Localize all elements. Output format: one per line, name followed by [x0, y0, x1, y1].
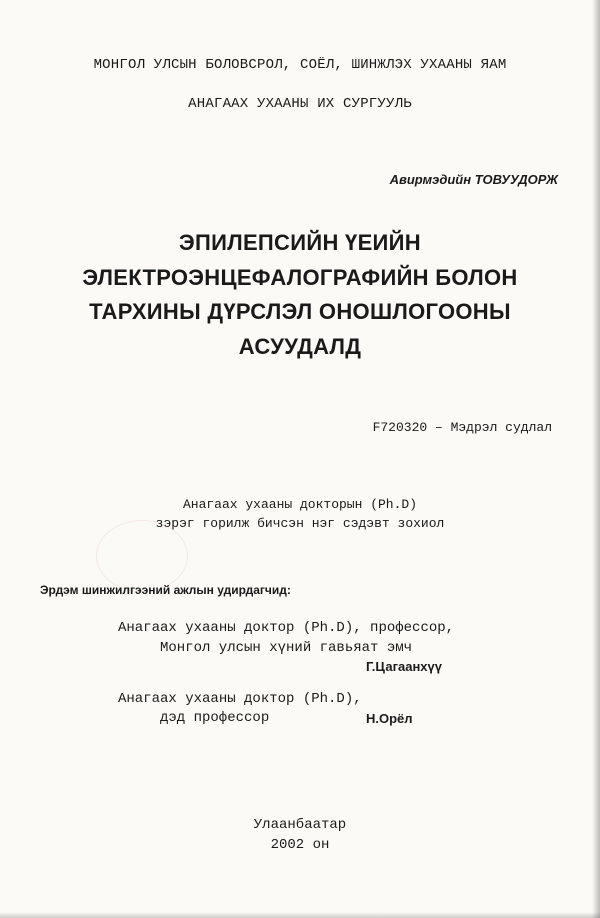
degree-statement — [0, 495, 600, 533]
title-line: ЭЛЕКТРОЭНЦЕФАЛОГРАФИЙН БОЛОН — [82, 264, 518, 290]
supervisor-1-title: Анагаах ухааны доктор (Ph.D), профессор, — [118, 620, 455, 636]
supervisor-1-honor: Монгол улсын хүний гавьяат эмч — [160, 640, 413, 656]
year: 2002 он — [270, 837, 330, 853]
ministry-name: МОНГОЛ УЛСЫН БОЛОВСРОЛ, СОЁЛ, ШИНЖЛЭХ УХААНЫ ЯАМ — [93, 57, 507, 73]
page-bottom-shadow — [0, 912, 600, 918]
title-line: ТАРХИНЫ ДҮРСЛЭЛ ОНОШЛОГООНЫ — [89, 299, 511, 324]
degree-line: Анагаах ухааны докторын (Ph.D) — [182, 497, 418, 512]
supervisor-1-name: Г.Цагаанхүү — [366, 659, 442, 674]
university-name: АНАГААХ УХААНЫ ИХ СУРГУУЛЬ — [188, 96, 412, 112]
degree-line: зэрэг горилж бичсэн нэг сэдэвт зохиол — [155, 516, 445, 531]
supervisor-2-title: Анагаах ухааны доктор (Ph.D), — [118, 691, 362, 707]
title-line: АСУУДАЛД — [238, 333, 362, 359]
author-name: Авирмэдийн ТОВУУДОРЖ — [389, 172, 558, 187]
specialty-code: F720320 – Мэдрэл судлал — [372, 420, 552, 435]
dissertation-title — [0, 226, 600, 364]
supervisors-heading: Эрдэм шинжилгээний ажлын удирдагчид: — [40, 583, 291, 597]
supervisor-2-rank: дэд профессор — [160, 710, 270, 726]
city-name: Улаанбаатар — [253, 817, 347, 833]
publication-place-date — [0, 815, 600, 855]
page-edge-shadow — [592, 0, 600, 918]
faint-stamp — [96, 520, 188, 592]
title-line: ЭПИЛЕПСИЙН ҮЕИЙН — [179, 230, 421, 255]
supervisor-2-name: Н.Орёл — [366, 711, 413, 726]
